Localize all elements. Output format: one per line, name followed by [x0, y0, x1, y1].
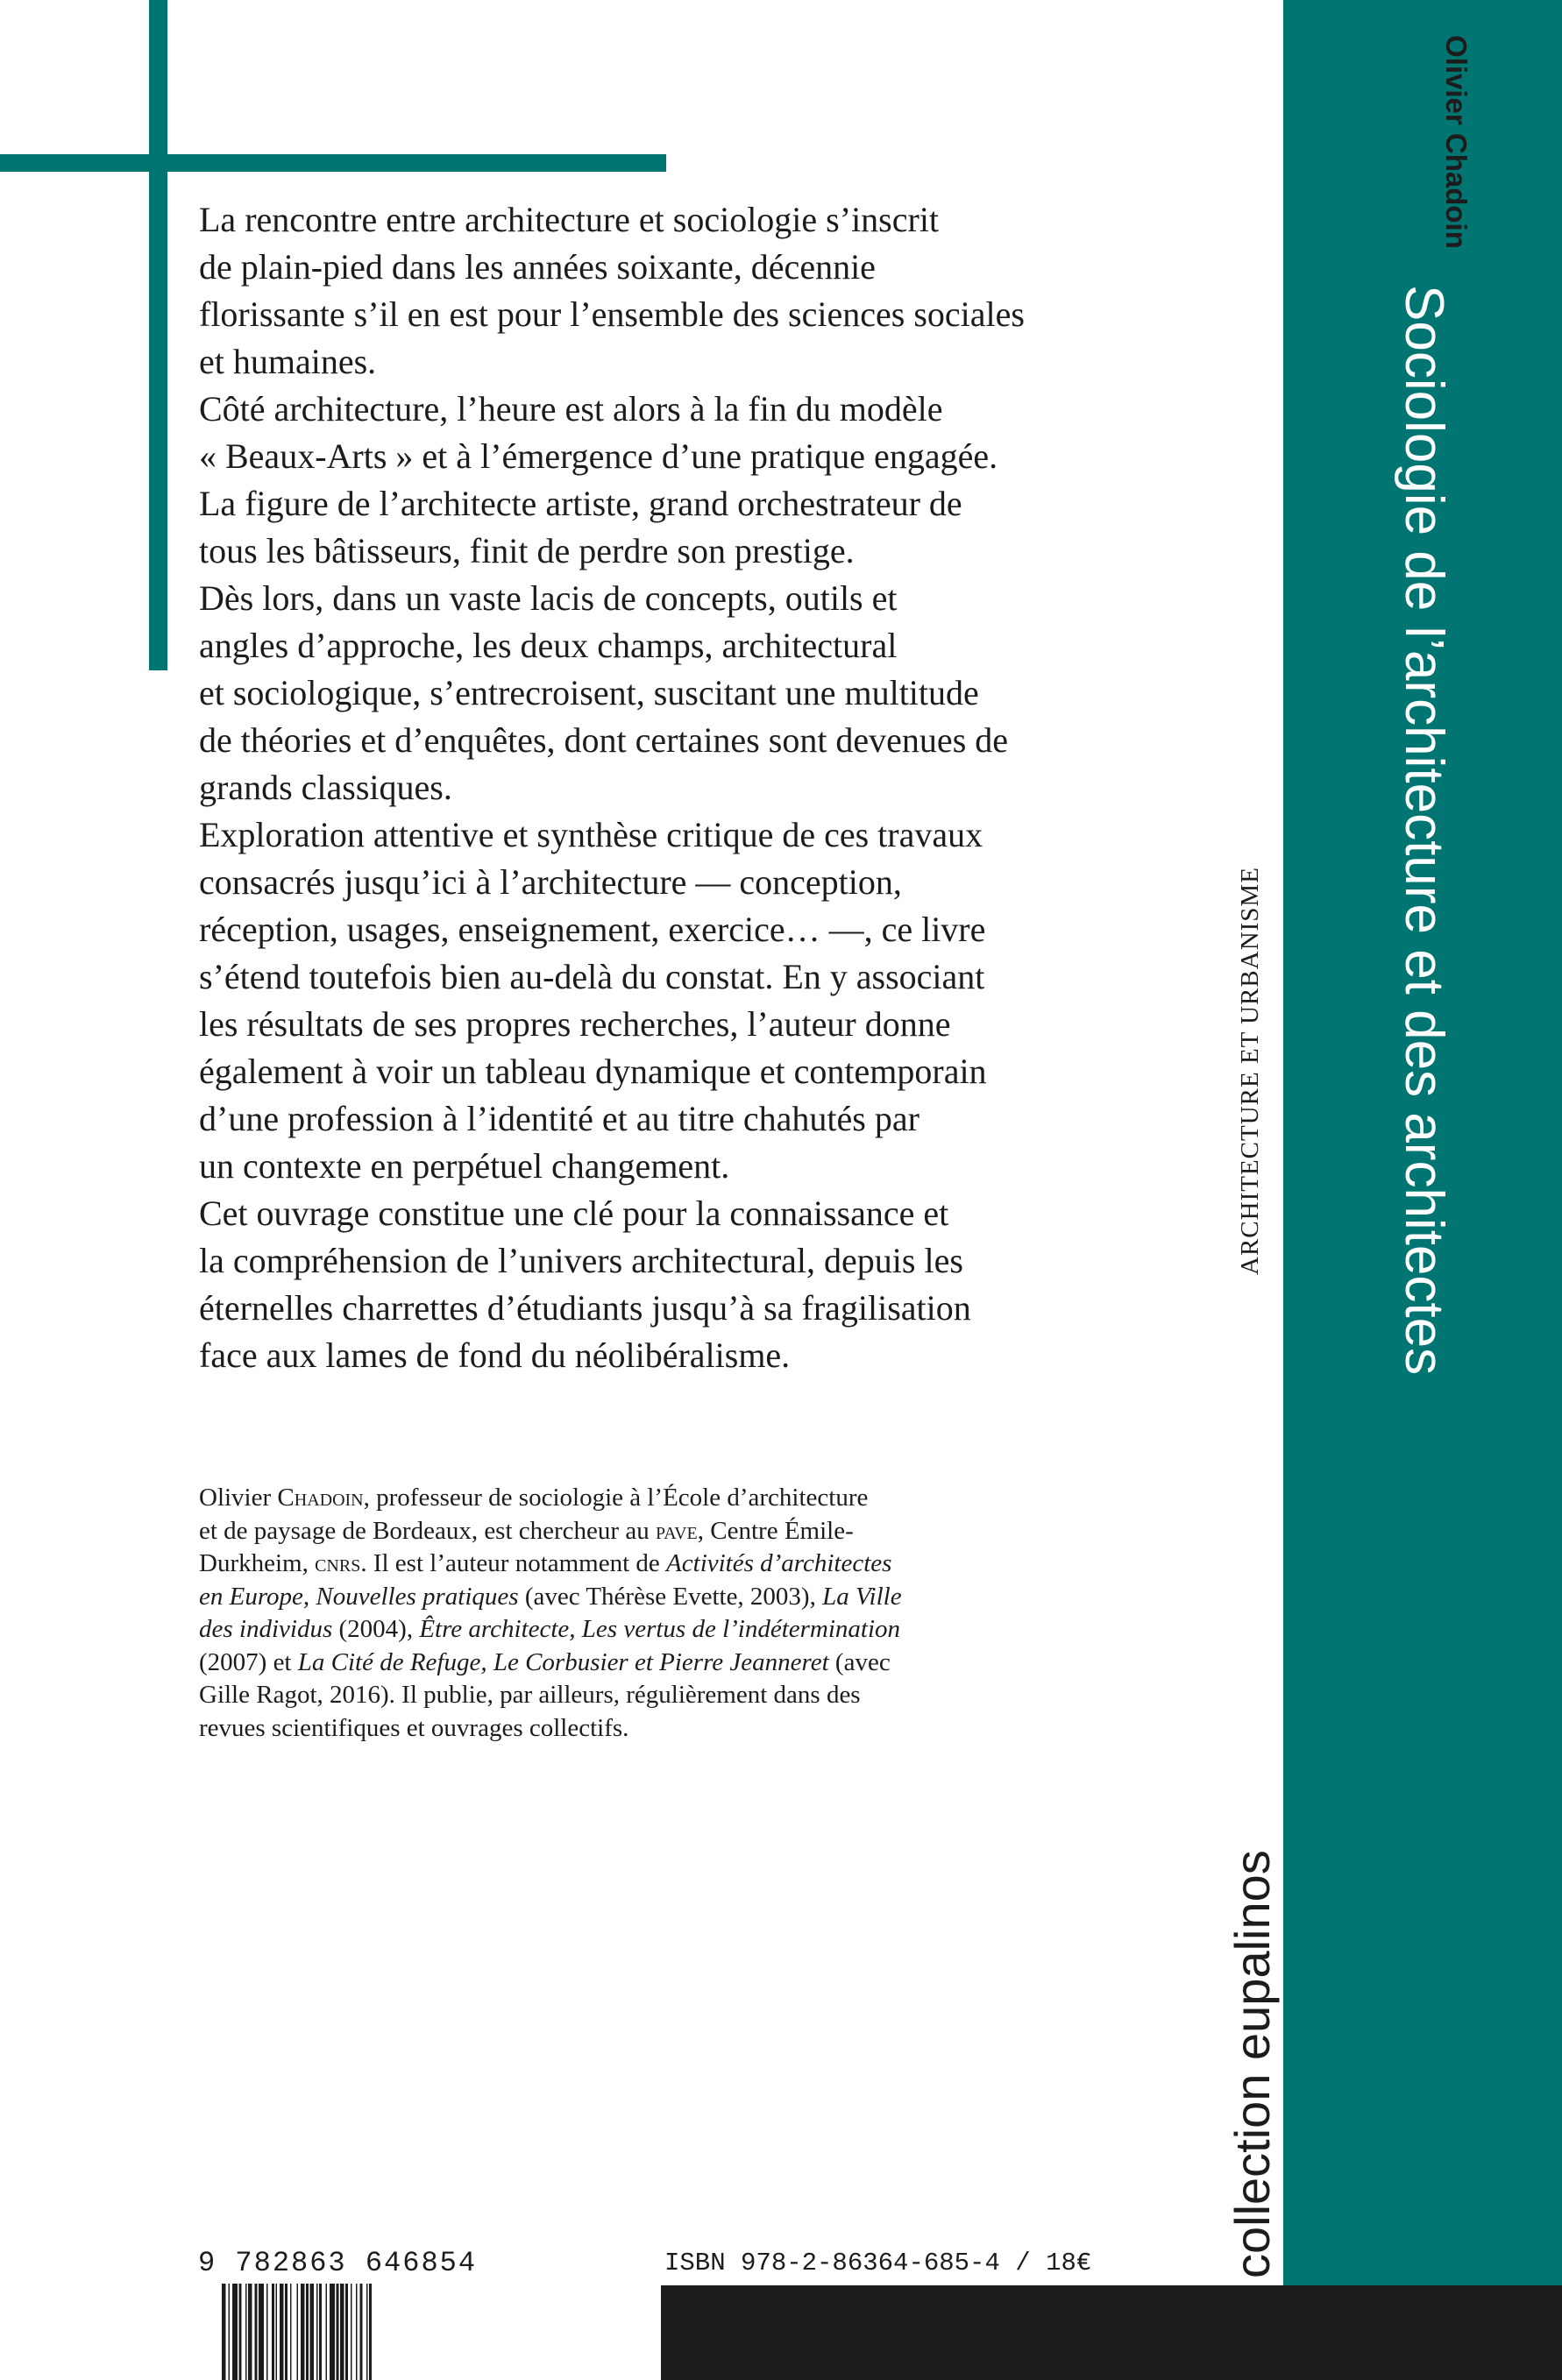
barcode-bar	[276, 2284, 278, 2380]
bio-text: Durkheim,	[199, 1549, 316, 1577]
blurb-line: un contexte en perpétuel changement.	[199, 1146, 730, 1186]
blurb-line: « Beaux-Arts » et à l’émergence d’une pratique engagée.	[199, 436, 998, 476]
blurb-line: s’étend toutefois bien au-delà du constat. En y associant	[199, 957, 985, 996]
blurb-line: angles d’approche, les deux champs, architectural	[199, 626, 898, 665]
blurb-line: La rencontre entre architecture et sociologie s’inscrit	[199, 200, 940, 239]
collection-name: collection eupalinos	[1225, 1850, 1280, 2278]
blurb-line: La figure de l’architecte artiste, grand orchestrateur de	[199, 484, 962, 523]
author-surname: Chadoin	[277, 1484, 364, 1512]
bio-text: Olivier	[199, 1484, 278, 1512]
blurb-line: Cet ouvrage constitue une clé pour la connaissance et	[199, 1194, 949, 1233]
barcode-bar	[248, 2284, 252, 2380]
barcode-bar	[337, 2284, 339, 2380]
book-title: La Cité de Refuge, Le Corbusier et Pierre Jeanneret	[297, 1647, 829, 1676]
barcode-bar	[310, 2284, 315, 2380]
book-title: Activités d’architectes	[666, 1549, 892, 1577]
acronym: cnrs	[315, 1549, 361, 1577]
barcode-bar	[316, 2284, 318, 2380]
blurb-line: tous les bâtisseurs, finit de perdre son prestige.	[199, 531, 855, 570]
barcode-bar	[319, 2284, 322, 2380]
teal-horizontal-rule	[0, 154, 666, 172]
subject-label: ARCHITECTURE ET URBANISME	[1236, 867, 1264, 1275]
bio-line	[199, 1482, 1058, 1515]
barcode-bar	[345, 2284, 348, 2380]
blurb-line: réception, usages, enseignement, exercice… —, ce livre	[199, 910, 986, 949]
blurb-line: grands classiques.	[199, 768, 452, 807]
blurb-line: et sociologique, s’entrecroisent, suscitant une multitude	[199, 673, 979, 712]
barcode-bar	[306, 2284, 309, 2380]
barcode-bar	[366, 2284, 368, 2380]
bio-line	[199, 1548, 1058, 1581]
blurb-paragraph	[199, 575, 1111, 811]
barcode-bar	[222, 2284, 226, 2380]
barcode-bar	[232, 2284, 238, 2380]
book-title: Être architecte, Les vertus de l’indétermination	[419, 1615, 901, 1643]
blurb-line: Côté architecture, l’heure est alors à la fin du modèle	[199, 389, 943, 429]
bio-text: (avec	[828, 1647, 891, 1676]
author-bio	[199, 1482, 1058, 1745]
barcode-bar	[290, 2284, 292, 2380]
bio-line	[199, 1647, 1058, 1680]
barcode-bar	[245, 2284, 247, 2380]
barcode-bar	[340, 2284, 344, 2380]
barcode-bar	[369, 2284, 372, 2380]
spine-author: Olivier Chadoin	[1440, 35, 1473, 249]
bio-text: (2007) et	[199, 1647, 298, 1676]
barcode-bar	[356, 2284, 358, 2380]
barcode-bar	[229, 2284, 231, 2380]
bio-text: , Centre Émile-	[697, 1516, 854, 1545]
barcode-bar	[297, 2284, 299, 2380]
barcode-bar	[266, 2284, 268, 2380]
bio-line	[199, 1581, 1058, 1614]
bio-text: et de paysage de Bordeaux, est chercheur au	[199, 1516, 656, 1545]
barcode-bar	[360, 2284, 363, 2380]
blurb-line: florissante s’il en est pour l’ensemble des sciences sociales	[199, 294, 1025, 334]
blurb-line: Exploration attentive et synthèse critique de ces travaux	[199, 815, 983, 854]
blurb-line: éternelles charrettes d’étudiants jusqu’à sa fragilisation	[199, 1288, 971, 1328]
barcode-bar	[272, 2284, 274, 2380]
bio-line: revues scientifiques et ouvrages collectifs.	[199, 1713, 629, 1742]
blurb-paragraph	[199, 811, 1111, 1190]
blurb-line: d’une profession à l’identité et au titre chahutés par	[199, 1099, 919, 1138]
book-title: en Europe, Nouvelles pratiques	[199, 1582, 519, 1611]
barcode-bar	[285, 2284, 288, 2380]
barcode-bar	[351, 2284, 352, 2380]
blurb-line: et humaines.	[199, 342, 377, 381]
barcode-bar	[330, 2284, 335, 2380]
teal-vertical-rule	[149, 0, 167, 670]
barcode-image	[222, 2284, 529, 2380]
spine-title: Sociologie de l’architecture et des architectes	[1394, 285, 1454, 1376]
blurb-line: consacrés jusqu’ici à l’architecture — conception,	[199, 862, 902, 902]
bio-line	[199, 1515, 1058, 1548]
book-title: La Ville	[822, 1582, 902, 1611]
blurb-line: également à voir un tableau dynamique et contemporain	[199, 1052, 987, 1091]
bio-text: (2004),	[332, 1615, 420, 1643]
blurb-paragraph	[199, 196, 1111, 386]
blurb-paragraph	[199, 1190, 1111, 1379]
blurb-line: de théories et d’enquêtes, dont certaines sont devenues de	[199, 720, 1009, 760]
blurb	[199, 196, 1111, 1379]
barcode-bar	[255, 2284, 258, 2380]
barcode-bar	[259, 2284, 264, 2380]
barcode-bar	[326, 2284, 328, 2380]
blurb-line: les résultats de ses propres recherches, l’auteur donne	[199, 1004, 951, 1044]
book-title: des individus	[199, 1615, 333, 1643]
blurb-line: Dès lors, dans un vaste lacis de concepts, outils et	[199, 578, 898, 618]
black-bar	[661, 2285, 1562, 2380]
bio-text: , professeur de sociologie à l’École d’architecture	[363, 1484, 869, 1512]
bio-text: (avec Thérèse Evette, 2003),	[518, 1582, 823, 1611]
blurb-line: la compréhension de l’univers architectural, depuis les	[199, 1241, 963, 1280]
bio-line	[199, 1613, 1058, 1647]
barcode-number: 9 782863 646854	[198, 2247, 478, 2279]
barcode-bar	[239, 2284, 242, 2380]
barcode-bar	[301, 2284, 305, 2380]
isbn-price: ISBN 978-2-86364-685-4 / 18€	[664, 2249, 1092, 2277]
bio-text: . Il est l’auteur notamment de	[360, 1549, 667, 1577]
blurb-line: face aux lames de fond du néolibéralisme.	[199, 1335, 791, 1375]
barcode-bar	[280, 2284, 284, 2380]
blurb-line: de plain-pied dans les années soixante, décennie	[199, 247, 876, 287]
bio-line: Gille Ragot, 2016). Il publie, par ailleurs, régulièrement dans des	[199, 1681, 861, 1709]
blurb-paragraph	[199, 386, 1111, 575]
acronym: pave	[655, 1516, 698, 1545]
